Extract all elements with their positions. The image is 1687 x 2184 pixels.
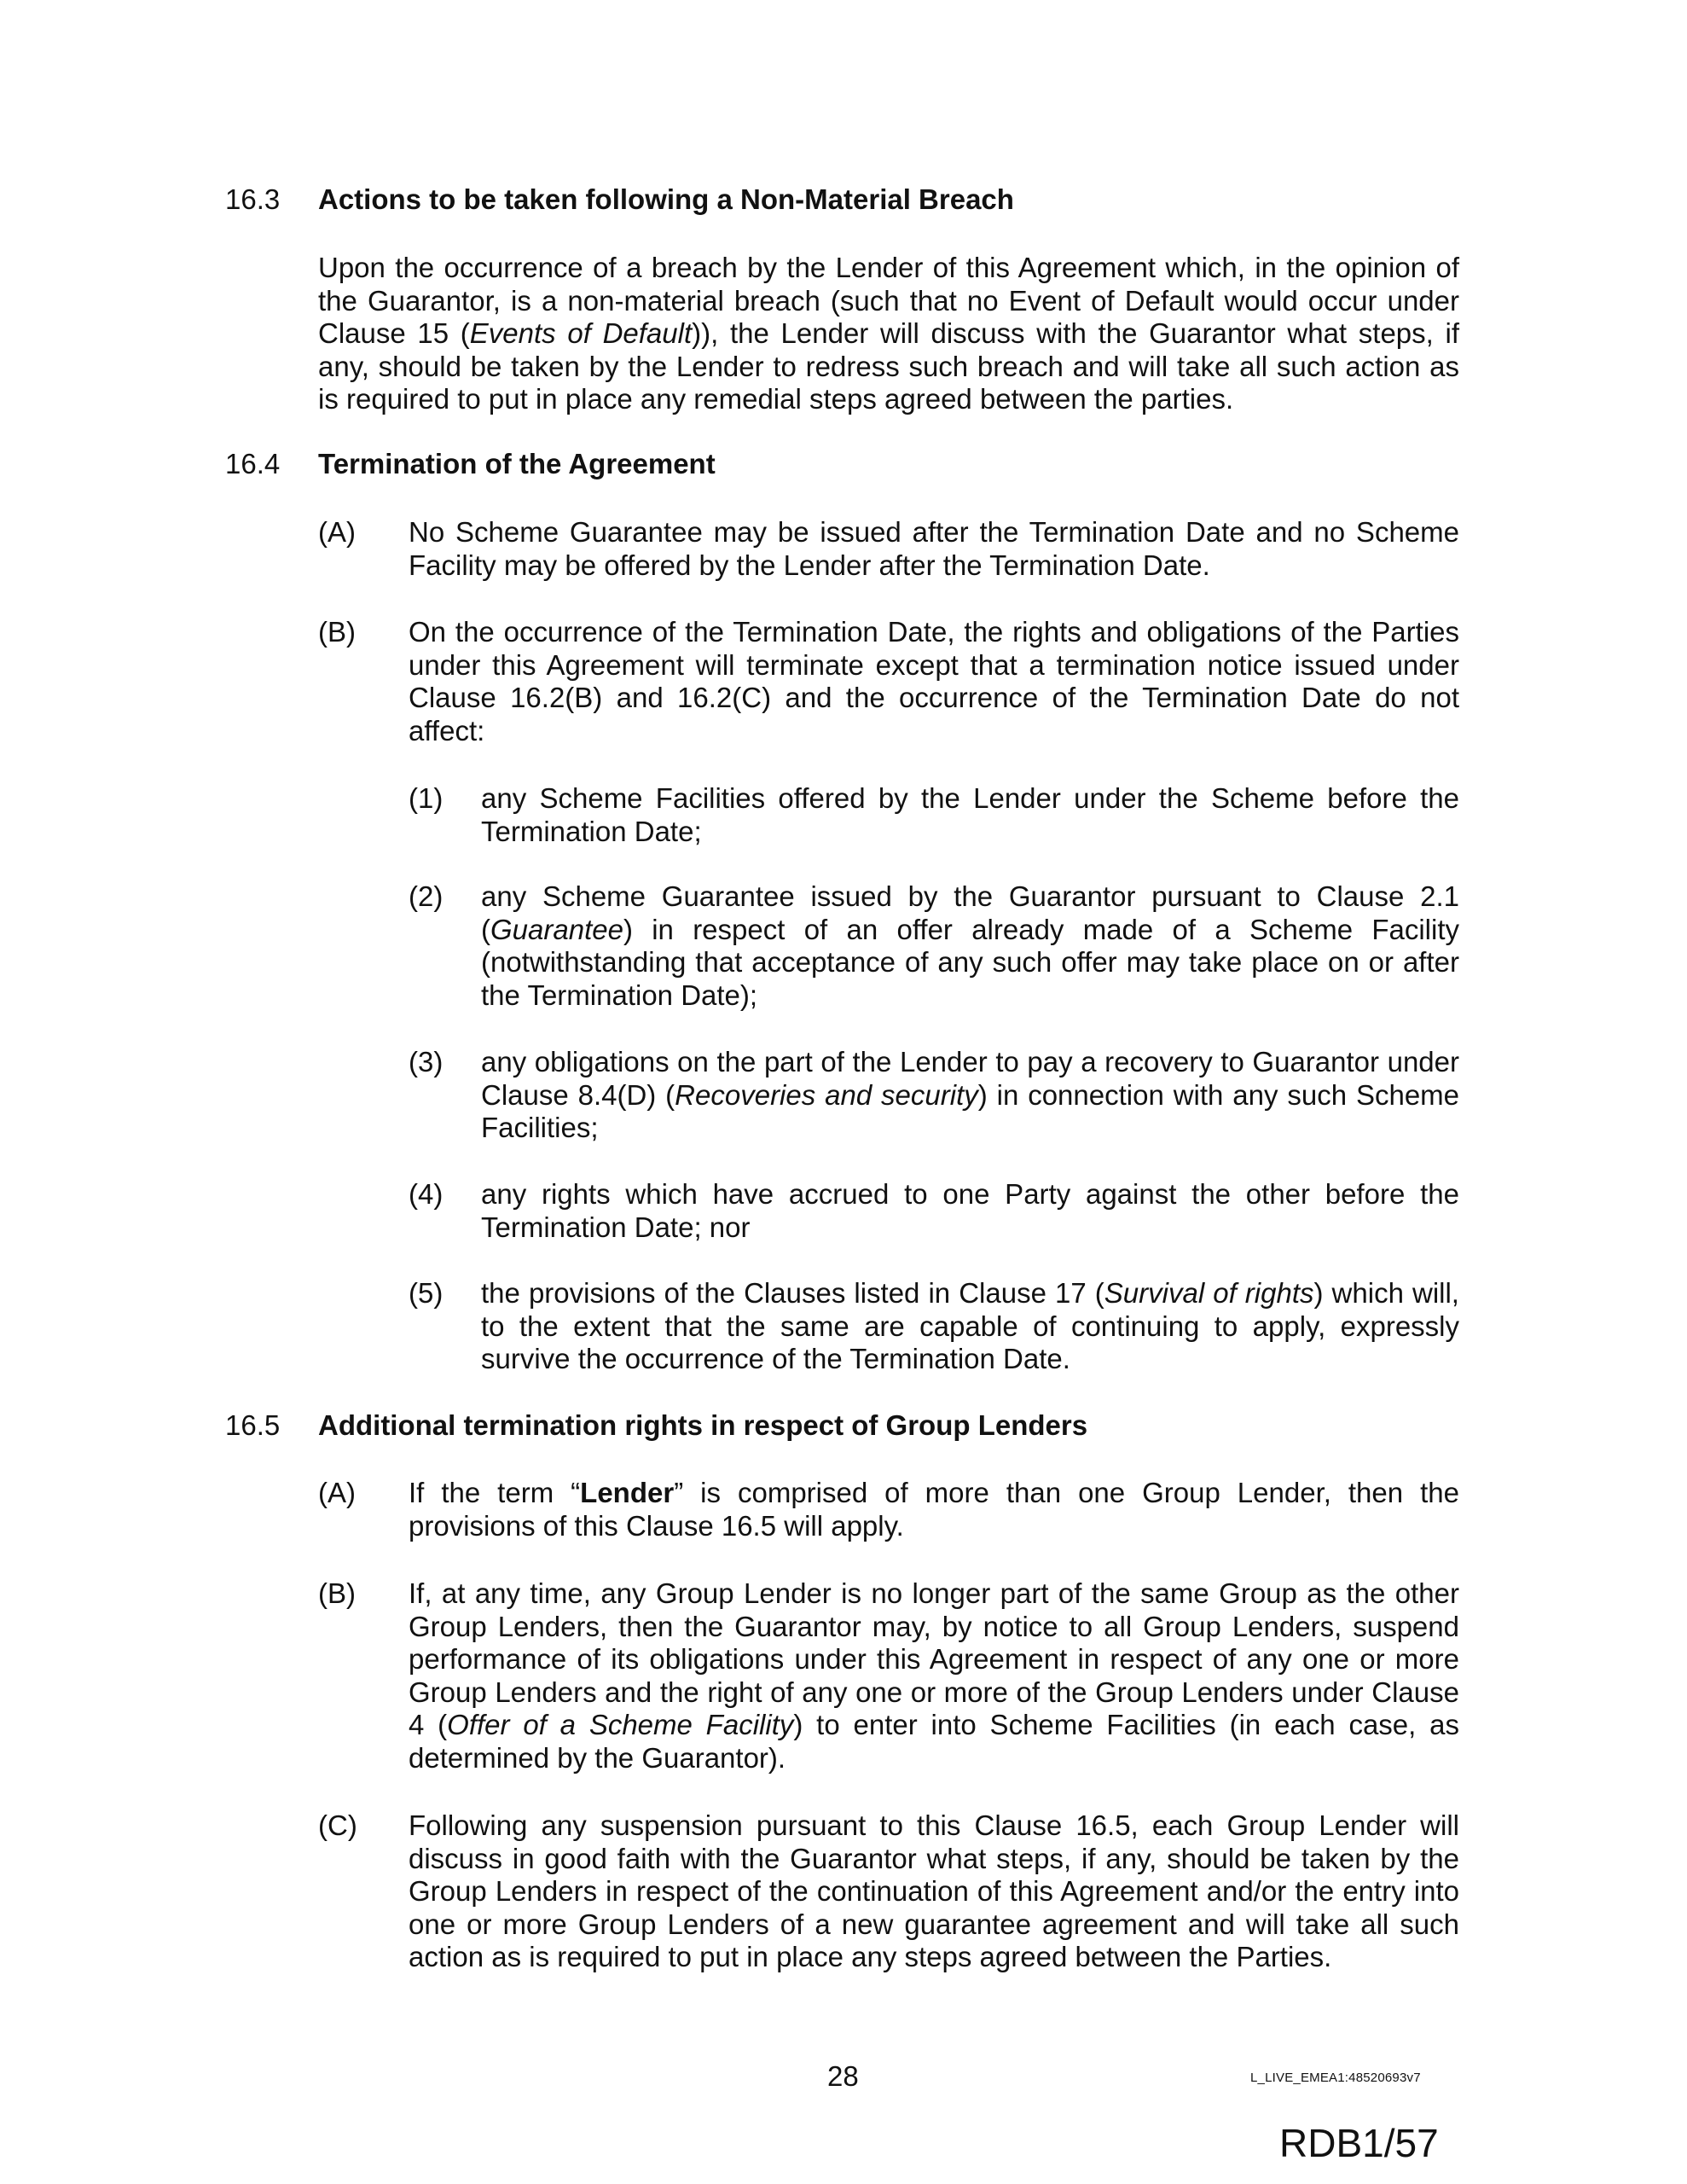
clause-label: (B)	[318, 616, 356, 648]
clause-text: On the occurrence of the Termination Date, the rights and obligations of the Parties under this Agreement will terminate except that a termination notice issued under Clause 16.2(B) and 16.2(C) and the occurrence of the Termination Date do not affect:	[409, 616, 1459, 746]
document-reference: L_LIVE_EMEA1:48520693v7	[1250, 2071, 1421, 2085]
clause-text: Following any suspension pursuant to this Clause 16.5, each Group Lender will discuss in good faith with the Guarantor what steps, if any, should be taken by the Group Lenders in respect of the continuation of this Agreement and/or the entry into one or more Group Lenders of a new guarantee agreement and will take all such action as is required to put in place any steps agreed between the Parties.	[409, 1809, 1459, 1973]
subclause-label: (2)	[409, 880, 443, 912]
section-paragraph-16-3: Upon the occurrence of a breach by the Lender of this Agreement which, in the opinion of the Guarantor, is a non-material breach (such that no Event of Default would occur under Clause 15 (Events of Default)), the Lender will discuss with the Guarantor what steps, if any, should be taken by the Lender to redress such breach and will take all such action as is required to put in place any remedial steps agreed between the parties.	[318, 252, 1459, 415]
subclause-text: any obligations on the part of the Lender to pay a recovery to Guarantor under Clause 8.4(D) (Recoveries and security) in connection with any such Scheme Facilities;	[481, 1046, 1460, 1144]
subclause-label: (5)	[409, 1277, 443, 1309]
clause-label: (C)	[318, 1809, 357, 1841]
clause-label: (A)	[318, 516, 356, 548]
subclause-label: (4)	[409, 1178, 443, 1210]
clause-label: (B)	[318, 1577, 356, 1609]
subclause-text: any rights which have accrued to one Party against the other before the Termination Date; nor	[481, 1178, 1459, 1243]
section-number-16-3: 16.3	[225, 183, 281, 215]
subclause-text: any Scheme Guarantee issued by the Guarantor pursuant to Clause 2.1 (Guarantee) in respect of an offer already made of a Scheme Facility (notwithstanding that acceptance of any such offer may take place on or after the Termination Date);	[481, 880, 1459, 1011]
subclause-label: (3)	[409, 1046, 443, 1077]
subclause-text: the provisions of the Clauses listed in Clause 17 (Survival of rights) which will, to the extent that the same are capable of continuing to apply, expressly survive the occurrence of the Termination Date.	[481, 1277, 1459, 1375]
subclause-label: (1)	[409, 782, 443, 814]
clause-label: (A)	[318, 1477, 356, 1508]
section-number-16-4: 16.4	[225, 448, 281, 479]
clause-text: If the term “Lender” is comprised of more than one Group Lender, then the provisions of this Clause 16.5 will apply.	[409, 1477, 1459, 1542]
page-number: 28	[827, 2060, 859, 2092]
clause-text: If, at any time, any Group Lender is no longer part of the same Group as the other Group Lenders, then the Guarantor may, by notice to all Group Lenders, suspend performance of its obligations under this Agreement in respect of any one or more Group Lenders and the right of any one or more of the Group Lenders under Clause 4 (Offer of a Scheme Facility) to enter into Scheme Facilities (in each case, as determined by the Guarantor).	[409, 1577, 1459, 1774]
subclause-text: any Scheme Facilities offered by the Lender under the Scheme before the Termination Date;	[481, 782, 1459, 847]
clause-text: No Scheme Guarantee may be issued after the Termination Date and no Scheme Facility may be offered by the Lender after the Termination Date.	[409, 516, 1459, 581]
section-heading-16-4: Termination of the Agreement	[318, 448, 716, 479]
section-number-16-5: 16.5	[225, 1409, 281, 1441]
section-heading-16-3: Actions to be taken following a Non-Material Breach	[318, 183, 1014, 215]
section-heading-16-5: Additional termination rights in respect of Group Lenders	[318, 1409, 1088, 1441]
document-stamp: RDB1/57	[1279, 2121, 1439, 2165]
